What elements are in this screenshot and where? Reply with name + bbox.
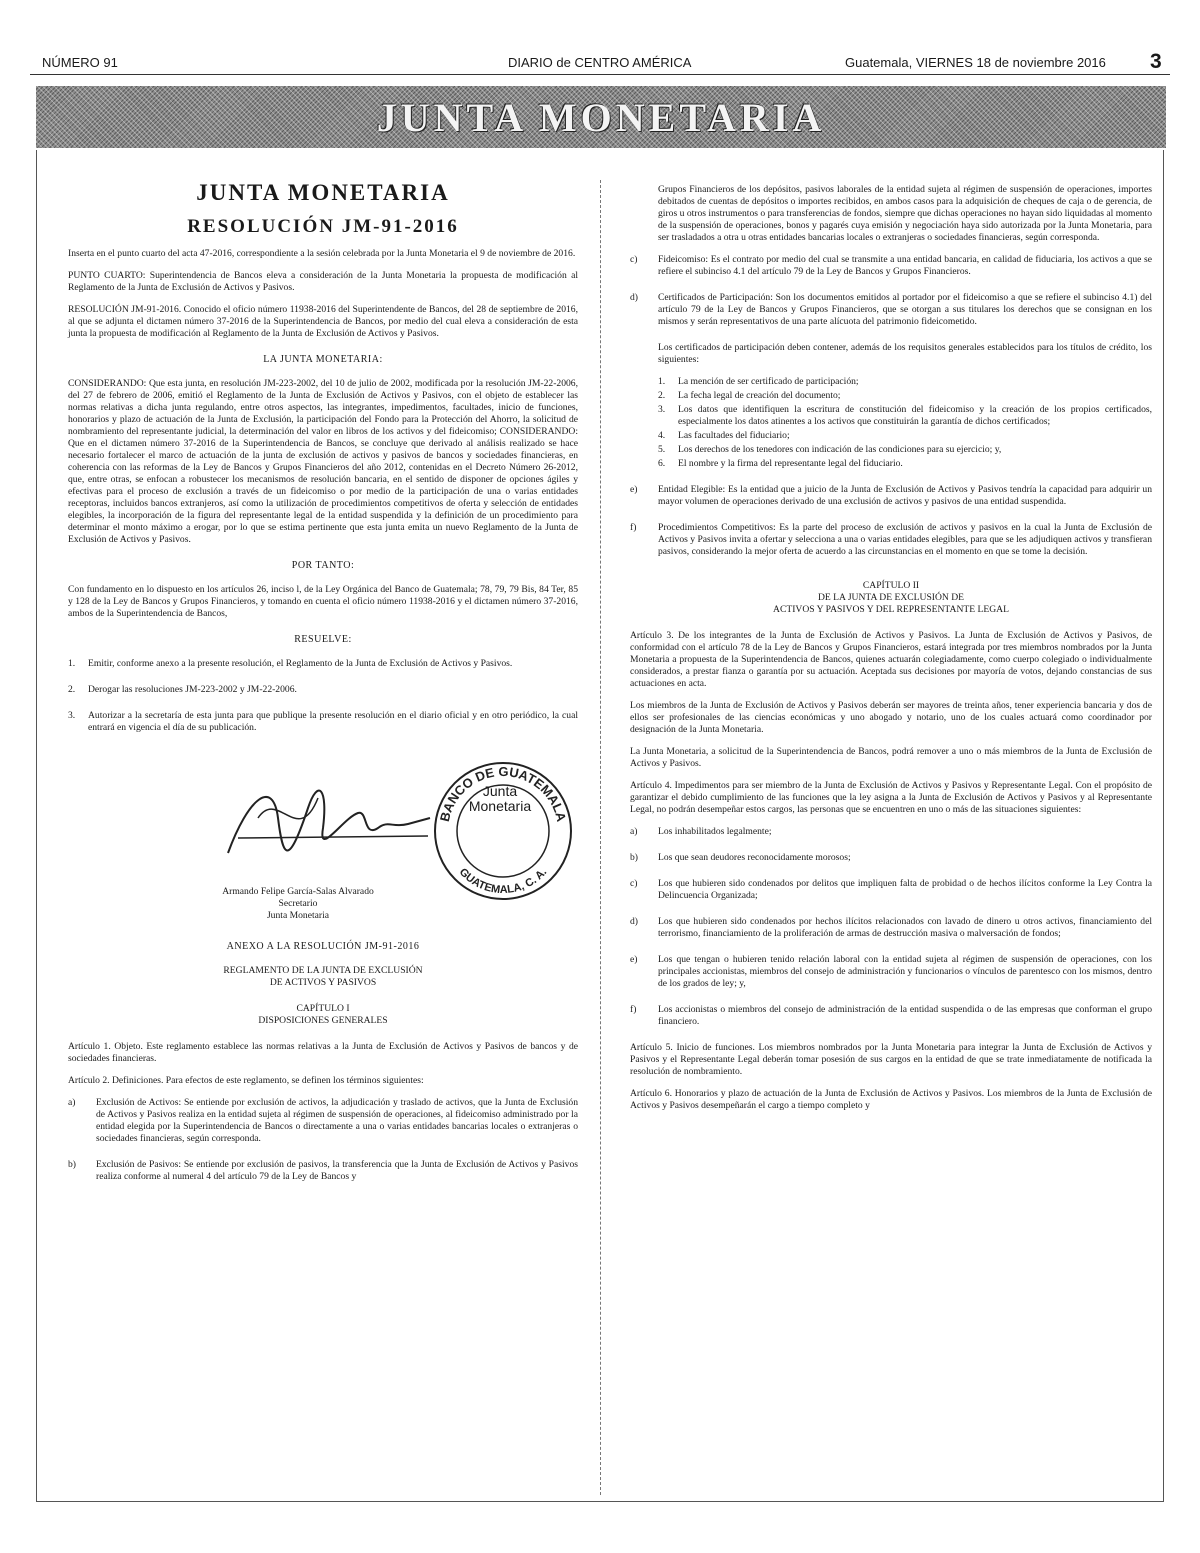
signatory: [198, 886, 398, 922]
document-title: JUNTA MONETARIA: [196, 180, 450, 205]
issue-number: NÚMERO 91: [42, 55, 118, 70]
chapter-2-heading: CAPÍTULO II: [862, 580, 920, 591]
signature-block: [68, 748, 578, 923]
column-divider: [600, 180, 601, 1495]
members-paragraph: Los miembros de la Junta de Exclusión de Activos y Pasivos deberán ser mayores de treinta años, tener experiencia bancaria y dos de ellos ser profesionales de las ciencias económicas y uno abogado y notario, uno de los cuales actuará como coordinador por designación de la Junta Monetaria.: [630, 700, 1152, 735]
chapter-1-heading: CAPÍTULO I: [296, 1003, 350, 1014]
list-item: 1. La mención de ser certificado de participación;: [658, 376, 859, 387]
list-item: d) Los que hubieren sido condenados por hechos ilícitos relacionados con lavado de dinero u otros activos, financiamiento del terrorismo, financiamiento de la proliferación de armas de destrucción masiva o malversación de fondos;: [630, 916, 1152, 939]
signatory-name: Armando Felipe García-Salas Alvarado: [222, 886, 374, 897]
list-item: d) Certificados de Participación: Son los documentos emitidos al portador por el fideicomiso a que se refiere el subinciso 4.1) del artículo 79 de la Ley de Bancos y Grupos Financieros, que se otorgan a sus titulares los derechos que se consignan en los mismos y serán representativos de una parte alícuota del patrimonio fideicometido.: [630, 292, 1152, 327]
list-item: c) Los que hubieren sido condenados por delitos que impliquen falta de probidad o de hechos ilícitos conforme la Ley Contra la Delincuencia Organizada;: [630, 878, 1152, 901]
official-seal: [428, 756, 578, 906]
list-item: 1. Emitir, conforme anexo a la presente resolución, el Reglamento de la Junta de Exclusión de Activos y Pasivos.: [68, 658, 513, 669]
considerando-paragraph: CONSIDERANDO: Que esta junta, en resolución JM-223-2002, del 10 de julio de 2002, modificada por la resolución JM-22-2006, del 27 de febrero de 2006, emitió el Reglamento de la Junta de Exclusión de Activos y Pasivos, con el objeto de establecer las normas relativas a dicha junta regulando, entre otros aspectos, las integrantes, impedimentos, facultades, inicio de funciones, honorarios y plazo de actuación de la Junta de Exclusión, la participación del Fondo para la Protección del Ahorro, la solicitud de nombramiento del representante judicial, la determinación del valor en libros de los activos y del fideicomiso; CONSIDERANDO: Que en el dictamen número 37-2016 de la Superintendencia de Bancos, se concluye que derivado al análisis realizado se hace necesario fortalecer el marco de actuación de la junta de exclusión de activos y pasivos de bancos y sociedades financieras, en coherencia con las reformas de la Ley de Bancos y Grupos Financieros del año 2012, contenidas en el Decreto Número 26-2012, que, entre otras, se enfocan a robustecer los mecanismos de resolución bancaria, en el sentido de disponer de opciones ágiles y efectivas para el proceso de exclusión a través de un fideicomiso o por medio de la participación de una o varias entidades receptoras, incluidos bancos extranjeros, así como la utilización de procedimientos competitivos de oferta y selección de entidades elegibles, la incorporación de la figura del representante legal de la entidad suspendida y la definición de un procedimiento para determinar el monto máximo a erogar, por lo que se estima pertinente que esta junta emita un nuevo Reglamento de la Junta de Exclusión de Activos y Pasivos.: [68, 378, 578, 545]
list-item: 2. Derogar las resoluciones JM-223-2002 y JM-22-2006.: [68, 684, 297, 695]
page-number: 3: [1150, 50, 1162, 73]
newspaper-name: DIARIO de CENTRO AMÉRICA: [508, 55, 692, 70]
signatory-org: Junta Monetaria: [266, 910, 330, 921]
list-item: c) Fideicomiso: Es el contrato por medio del cual se transmite a una entidad bancaria, en calidad de fiduciaria, los activos a que se refiere el subinciso 4.1 del artículo 79 de la Ley de Bancos y Grupos Financieros.: [630, 254, 1152, 277]
resuelve-heading: RESUELVE:: [294, 634, 352, 645]
list-item: 3. Autorizar a la secretaría de esta junta para que publique la presente resolución en el diario oficial y en otro periódico, la cual entrará en vigencia el día de su publicación.: [68, 710, 578, 733]
reglamento-heading-line1: REGLAMENTO DE LA JUNTA DE EXCLUSIÓN: [223, 965, 423, 976]
article-6: Artículo 6. Honorarios y plazo de actuación de la Junta de Exclusión de Activos y Pasivos. Los miembros de la Junta de Exclusión de Activos y Pasivos desempeñarán el cargo a tiempo completo y: [630, 1088, 1152, 1111]
por-tanto-paragraph: Con fundamento en lo dispuesto en los artículos 26, inciso l, de la Ley Orgánica del Banco de Guatemala; 78, 79, 79 Bis, 84 Ter, 85 y 128 de la Ley de Bancos y Grupos Financieros, y tomando en cuenta el oficio número 11938-2016 y el dictamen número 37-2016, ambos de la Superintendencia de Bancos,: [68, 584, 578, 619]
removal-paragraph: La Junta Monetaria, a solicitud de la Superintendencia de Bancos, podrá remover a uno o más miembros de la Junta de Exclusión de Activos y Pasivos.: [630, 746, 1152, 769]
seal-center-line1: Junta: [482, 783, 518, 799]
document-subtitle: RESOLUCIÓN JM-91-2016: [187, 216, 459, 237]
list-item: e) Los que tengan o hubieren tenido relación laboral con la entidad sujeta al régimen de suspensión de operaciones, con los principales accionistas, miembros del consejo de administración y funcionarios o vínculos de parentesco con los mismos, dentro de los grados de ley; y,: [630, 954, 1152, 989]
reglamento-heading-line2: DE ACTIVOS Y PASIVOS: [269, 977, 377, 988]
punto-cuarto-paragraph: PUNTO CUARTO: Superintendencia de Bancos eleva a consideración de la Junta Monetaria la propuesta de modificación al Reglamento de la Junta de Exclusión de Activos y Pasivos.: [68, 270, 578, 293]
list-item: f) Los accionistas o miembros del consejo de administración de la entidad suspendida o de las empresas que conforman el grupo financiero.: [630, 1004, 1152, 1027]
definitions-list-end: [630, 484, 1152, 558]
seal-center: [464, 784, 536, 814]
continued-definition: Grupos Financieros de los depósitos, pasivos laborales de la entidad sujeta al régimen de suspensión de operaciones, importes debitados de cuentas de depósitos o importes recibidos, en ambos casos para la adquisición de cheques de caja o de gerencia, de giros u otros instrumentos o para transferencias de fondos, siempre que dichas operaciones no hayan sido liquidadas al momento de la suspensión de operaciones, bonos y pagarés cuya emisión y negociación haya sido autorizada por la Junta Monetaria, para ser trasladados a otra u otras entidades bancarias locales o extranjeras o sociedades financieras, según corresponda.: [658, 184, 1152, 243]
handwritten-signature: [218, 758, 438, 878]
resolucion-paragraph: RESOLUCIÓN JM-91-2016. Conocido el oficio número 11938-2016 del Superintendente de Bancos, del 28 de septiembre de 2016, al que se adjunta el dictamen número 37-2016 de la Superintendencia de Bancos, por medio del cual eleva a consideración de esta junta la propuesta de modificación al Reglamento de la Junta de Exclusión de Activos y Pasivos.: [68, 304, 578, 339]
article-4: Artículo 4. Impedimentos para ser miembro de la Junta de Exclusión de Activos y Pasivos y Representante Legal. Con el propósito de garantizar el debido cumplimiento de las funciones que la ley asigna a la Junta de Exclusión de Activos y Pasivos y al Representante Legal, no podrán desempeñar estos cargos, las personas que se encuentren en uno o más de las situaciones siguientes:: [630, 780, 1152, 815]
list-item: 4. Las facultades del fiduciario;: [658, 430, 790, 441]
certificates-intro: Los certificados de participación deben contener, además de los requisitos generales establecidos para los títulos de crédito, los siguientes:: [658, 342, 1152, 365]
list-item: a) Los inhabilitados legalmente;: [630, 826, 772, 837]
article-2: Artículo 2. Definiciones. Para efectos de este reglamento, se definen los términos siguientes:: [68, 1075, 424, 1086]
left-column: [68, 180, 578, 1197]
list-item: f) Procedimientos Competitivos: Es la parte del proceso de exclusión de activos y pasivos en la cual la Junta de Exclusión de Activos y Pasivos invita a ofertar y selecciona a una o varias entidades elegibles, para que se les adjudiquen activos y transfieran pasivos, considerando la mejor oferta de acuerdo a las circunstancias en el momento en que se tome la decisión.: [630, 522, 1152, 557]
article-1: Artículo 1. Objeto. Este reglamento establece las normas relativas a la Junta de Exclusión de Activos y Pasivos de bancos y de sociedades financieras.: [68, 1041, 578, 1064]
section-banner: [36, 86, 1166, 148]
right-column: [630, 184, 1152, 1122]
definitions-list-cont: [630, 254, 1152, 328]
list-item: b) Exclusión de Pasivos: Se entiende por exclusión de pasivos, la transferencia que la Junta de Exclusión de Activos y Pasivos realiza conforme al numeral 4 del artículo 79 de la Ley de Bancos y: [68, 1159, 578, 1182]
list-item: a) Exclusión de Activos: Se entiende por exclusión de activos, la adjudicación y traslado de activos, que la Junta de Exclusión de Activos y Pasivos realiza en la entidad sujeta al régimen de suspensión de operaciones, al fideicomiso administrado por la entidad elegida por la Superintendencia de Bancos o directamente a una o varias entidades bancarias locales o extranjeras o sociedades financieras, según corresponda.: [68, 1097, 578, 1144]
por-tanto-heading: POR TANTO:: [291, 560, 355, 571]
article-3: Artículo 3. De los integrantes de la Junta de Exclusión de Activos y Pasivos. La Junta de Exclusión de Activos y Pasivos, de conformidad con el artículo 78 de la Ley de Bancos y Grupos Financieros, estará integrada por tres miembros nombrados por la Junta Monetaria a propuesta de la Superintendencia de Bancos, quienes actuarán colegiadamente, como cuerpo colegiado o individualmente considerados, a prestar fianza o garantía por su actuación. Aceptada sus decisiones por mayoría de votos, dejando constancias de sus actuaciones en acta.: [630, 630, 1152, 689]
list-item: 2. La fecha legal de creación del documento;: [658, 390, 841, 401]
certificates-list: [630, 376, 1152, 470]
chapter-2-title-line2: ACTIVOS Y PASIVOS Y DEL REPRESENTANTE LEGAL: [773, 604, 1009, 615]
junta-heading: LA JUNTA MONETARIA:: [263, 354, 383, 365]
chapter-2-title-line1: DE LA JUNTA DE EXCLUSIÓN DE: [817, 592, 965, 603]
seal-bottom-text: GUATEMALA, C. A.: [456, 866, 550, 897]
list-item: b) Los que sean deudores reconocidamente morosos;: [630, 852, 851, 863]
resuelve-list: [68, 658, 578, 734]
list-item: 3. Los datos que identifiquen la escritura de constitución del fideicomiso y la creación de los propios certificados, especialmente los datos atinentes a los activos que constituirán la garantía de dichos certificados;: [658, 404, 1152, 427]
running-header: [30, 52, 1170, 76]
list-item: 5. Los derechos de los tenedores con indicación de las condiciones para su ejercicio; y,: [658, 444, 1002, 455]
banner-title: JUNTA MONETARIA: [376, 95, 826, 140]
impediments-list: [630, 826, 1152, 1028]
list-item: e) Entidad Elegible: Es la entidad que a juicio de la Junta de Exclusión de Activos y Pasivos tendría la capacidad para adquirir un mayor volumen de operaciones derivado de una exclusión de activos y pasivos de una entidad suspendida.: [630, 484, 1152, 507]
anexo-heading: ANEXO A LA RESOLUCIÓN JM-91-2016: [226, 941, 420, 952]
intro-paragraph: Inserta en el punto cuarto del acta 47-2016, correspondiente a la sesión celebrada por la Junta Monetaria el 9 de noviembre de 2016.: [68, 248, 576, 259]
seal-center-line2: Monetaria: [468, 798, 532, 814]
list-item: 6. El nombre y la firma del representante legal del fiduciario.: [658, 458, 903, 469]
header-rule: [30, 74, 1170, 75]
issue-date: Guatemala, VIERNES 18 de noviembre 2016: [845, 55, 1106, 70]
chapter-1-title: DISPOSICIONES GENERALES: [258, 1015, 388, 1026]
seal-top-text: BANCO DE GUATEMALA: [436, 763, 570, 824]
article-5: Artículo 5. Inicio de funciones. Los miembros nombrados por la Junta Monetaria para integrar la Junta de Exclusión de Activos y Pasivos y el Representante Legal deberán tomar posesión de sus cargos en la entidad de que se trate inmediatamente de notificada la resolución de nombramiento.: [630, 1042, 1152, 1077]
definitions-list: [68, 1097, 578, 1183]
signatory-role: Secretario: [278, 898, 318, 909]
